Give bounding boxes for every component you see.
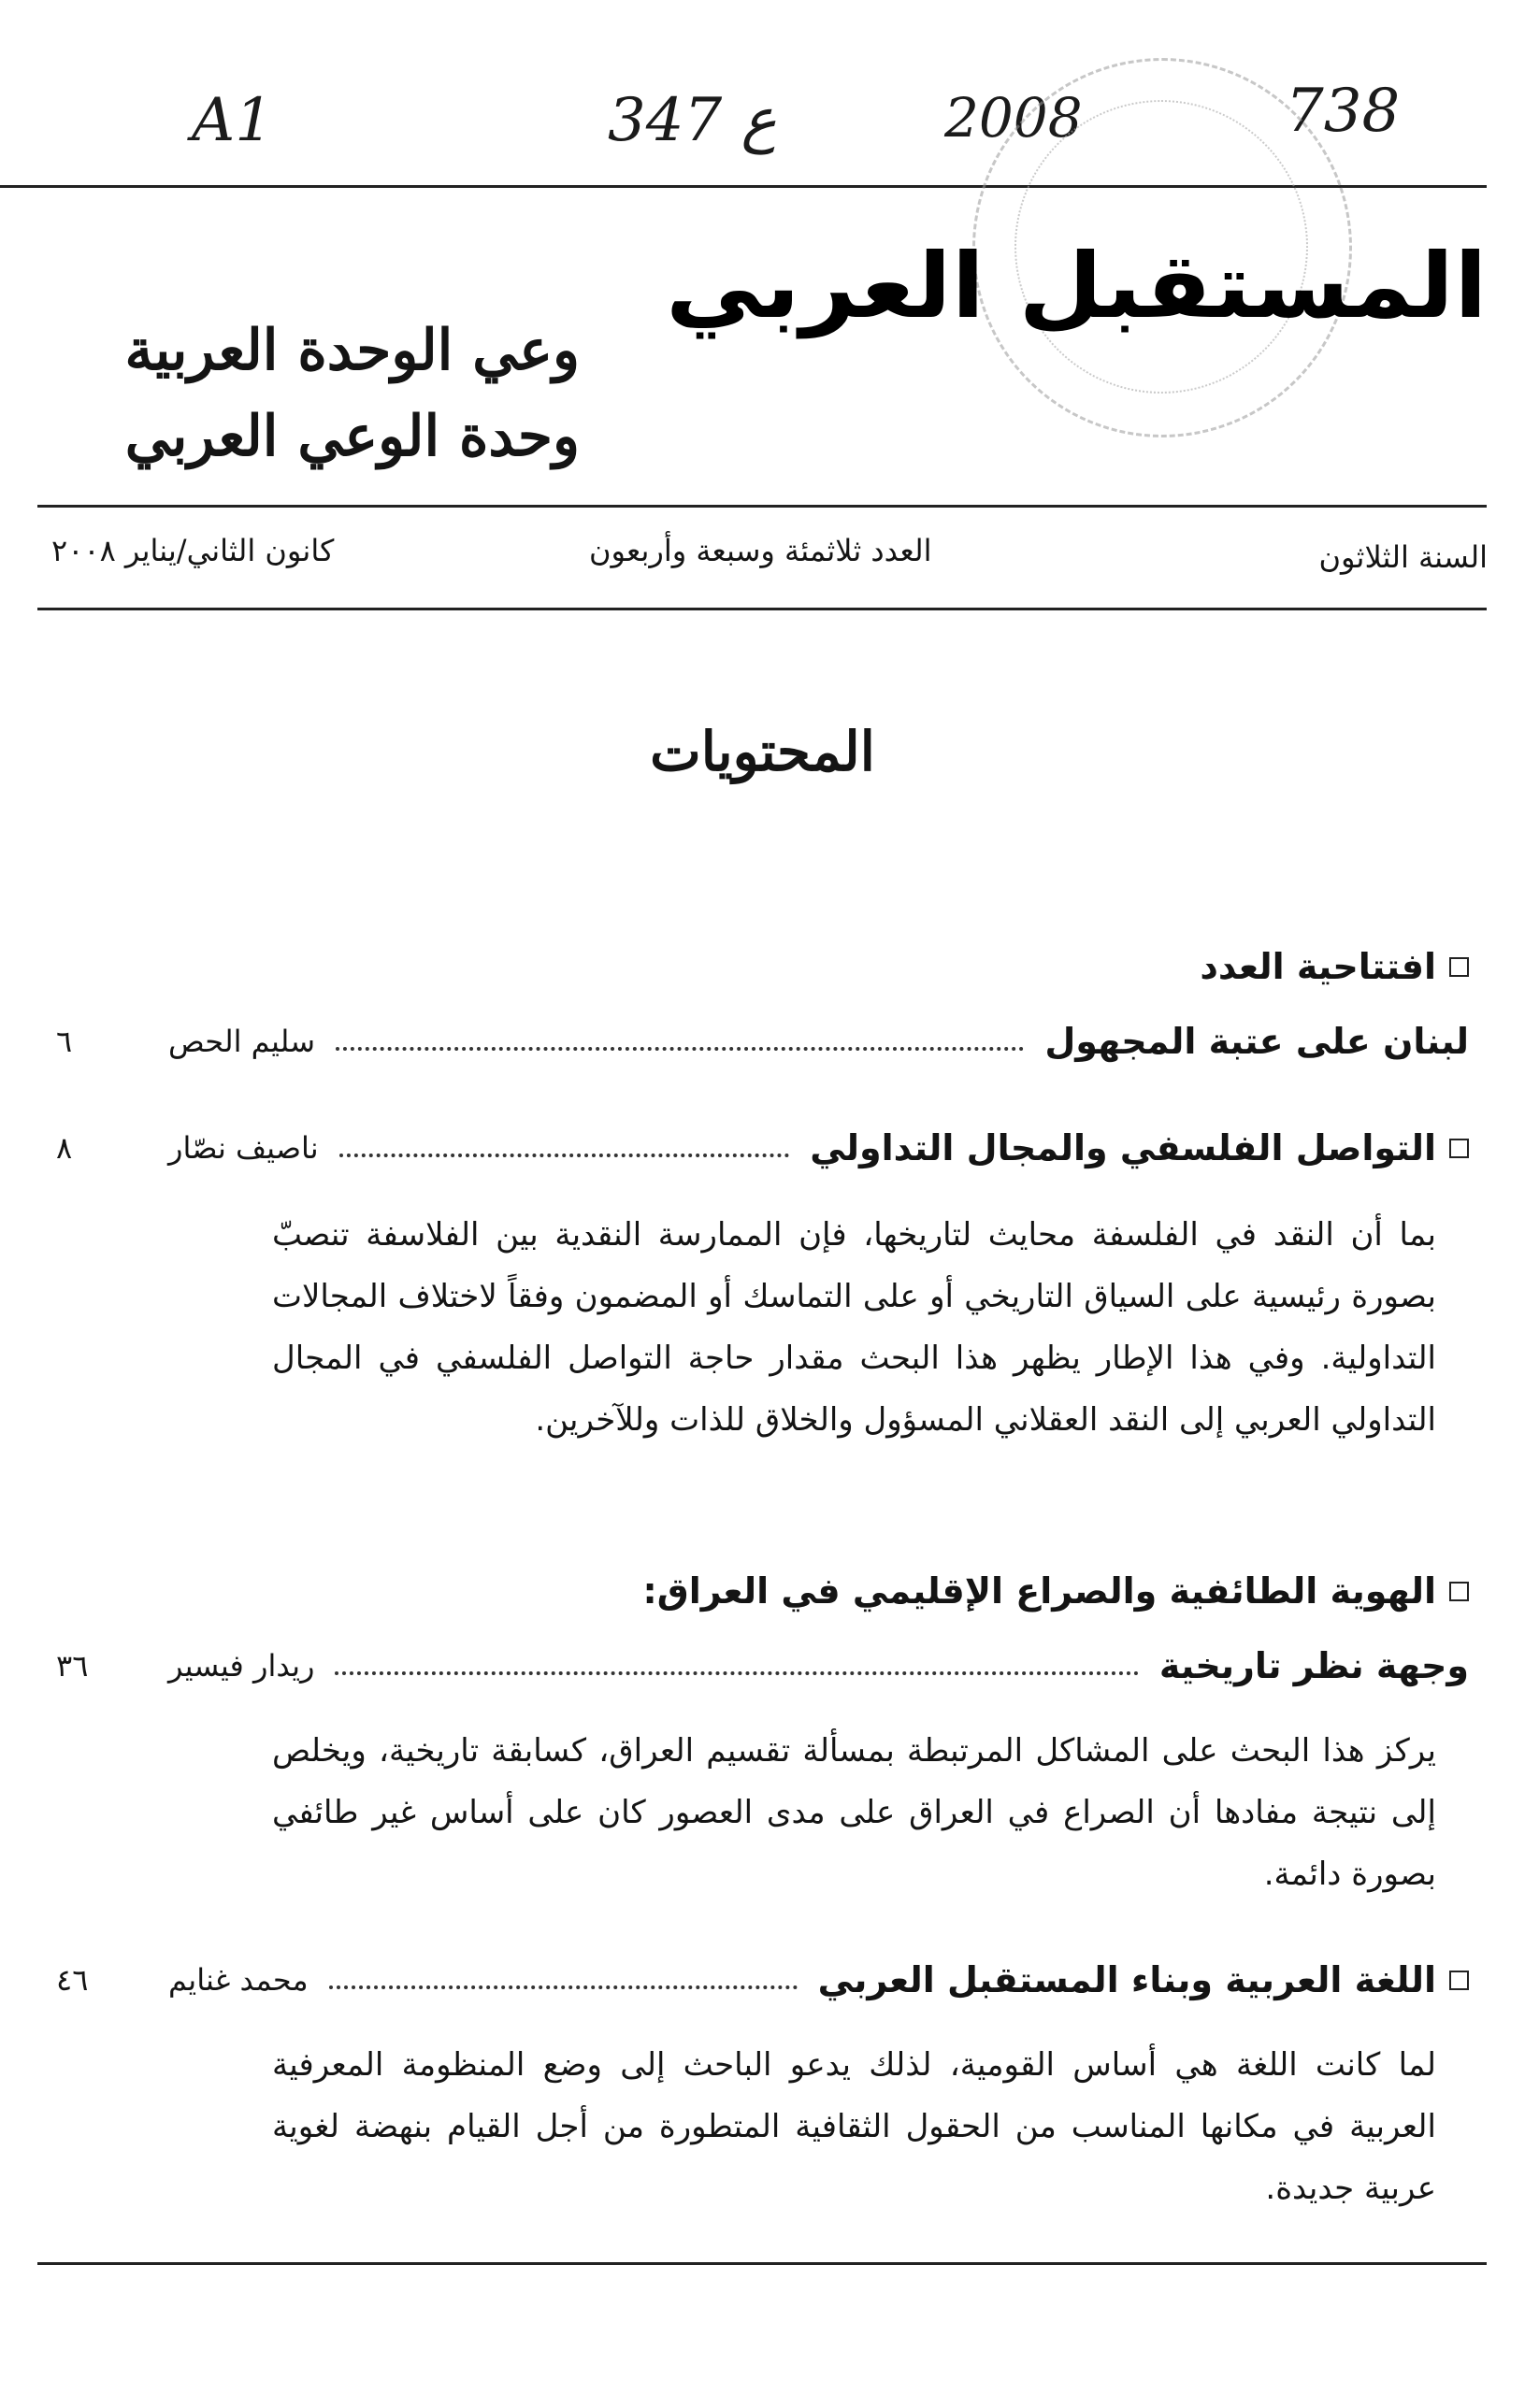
bottom-rule: [37, 2262, 1487, 2265]
checkbox-icon: [1449, 1139, 1469, 1158]
toc-entry-lebanon: [56, 1021, 1469, 1062]
leader-dots: [336, 1047, 1024, 1051]
toc-entry-author: ريدار فيسير: [168, 1648, 315, 1684]
masthead-rule-bottom: [37, 608, 1487, 610]
toc-entry-page: ٦: [56, 1024, 73, 1059]
checkbox-icon: [1449, 1971, 1469, 1990]
abstract-language: لما كانت اللغة هي أساس القومية، لذلك يدعو الباحث إلى وضع المنظومة المعرفية العربية في مكانها المناسب من الحقول الثقافية المتطورة من أجل القيام بنهضة لغوية عربية جديدة.: [272, 2046, 1436, 2207]
section-heading-editorial: [1200, 946, 1469, 987]
toc-entry-page: ٨: [56, 1130, 73, 1166]
section-heading-iraq: [643, 1570, 1469, 1612]
abstract-iraq: يركز هذا البحث على المشاكل المرتبطة بمسألة تقسيم العراق، كسابقة تاريخية، ويخلص إلى نتيجة مفادها أن الصراع في العراق على مدى العصور كان على أساس غير طائفي بصورة دائمة.: [272, 1732, 1436, 1893]
issue-number: العدد ثلاثمئة وسبعة وأربعون: [589, 533, 932, 568]
toc-entry-page: ٣٦: [56, 1648, 89, 1684]
handwritten-number: 347 ع: [608, 86, 777, 155]
toc-entry-title: اللغة العربية وبناء المستقبل العربي: [817, 1959, 1436, 2000]
issue-date: كانون الثاني/يناير ٢٠٠٨: [51, 533, 335, 568]
toc-entry-title: لبنان على عتبة المجهول: [1044, 1021, 1469, 1062]
abstract-philosophy: بما أن النقد في الفلسفة محايث لتاريخها، فإن الممارسة النقدية بين الفلاسفة تنصبّ بصورة رئيسية على السياق التاريخي أو على التماسك أو المضمون وفقاً لاختلاف المجالات التداولية. وفي هذا الإطار يظهر هذا البحث مقدار حاجة التواصل الفلسفي في المجال التداولي العربي إلى النقد العقلاني المسؤول والخلاق للذات وللآخرين.: [272, 1216, 1436, 1439]
toc-entry-author: ناصيف نصّار: [168, 1130, 319, 1166]
toc-entry-language: [56, 1959, 1469, 2000]
toc-entry-author: سليم الحص: [168, 1024, 316, 1059]
issue-year: السنة الثلاثون: [1318, 539, 1488, 575]
leader-dots: [335, 1671, 1138, 1675]
toc-entry-page: ٤٦: [56, 1962, 89, 1998]
section-heading-text: الهوية الطائفية والصراع الإقليمي في العراق:: [642, 1570, 1436, 1612]
checkbox-icon: [1449, 1582, 1469, 1601]
section-heading-text: افتتاحية العدد: [1200, 946, 1436, 987]
checkbox-icon: [1449, 957, 1469, 977]
leader-dots: [329, 1985, 798, 1989]
headline-line-2: وحدة الوعي العربي: [124, 404, 580, 469]
toc-entry-title: التواصل الفلسفي والمجال التداولي: [810, 1127, 1436, 1168]
handwritten-year: 2008: [944, 86, 1083, 150]
handwritten-code: A1: [192, 86, 273, 155]
toc-entry-philosophy: [56, 1127, 1469, 1168]
handwritten-ref: 738: [1286, 77, 1401, 146]
leader-dots: [339, 1154, 790, 1157]
toc-entry-iraq: [56, 1645, 1469, 1686]
journal-logo: المستقبل العربي: [666, 234, 1488, 338]
page-title: المحتويات: [650, 720, 875, 783]
toc-entry-author: محمد غنايم: [168, 1962, 309, 1998]
headline-line-1: وعي الوحدة العربية: [124, 318, 580, 383]
masthead-rule-top: [37, 505, 1487, 508]
toc-entry-title: وجهة نظر تاريخية: [1158, 1645, 1469, 1686]
